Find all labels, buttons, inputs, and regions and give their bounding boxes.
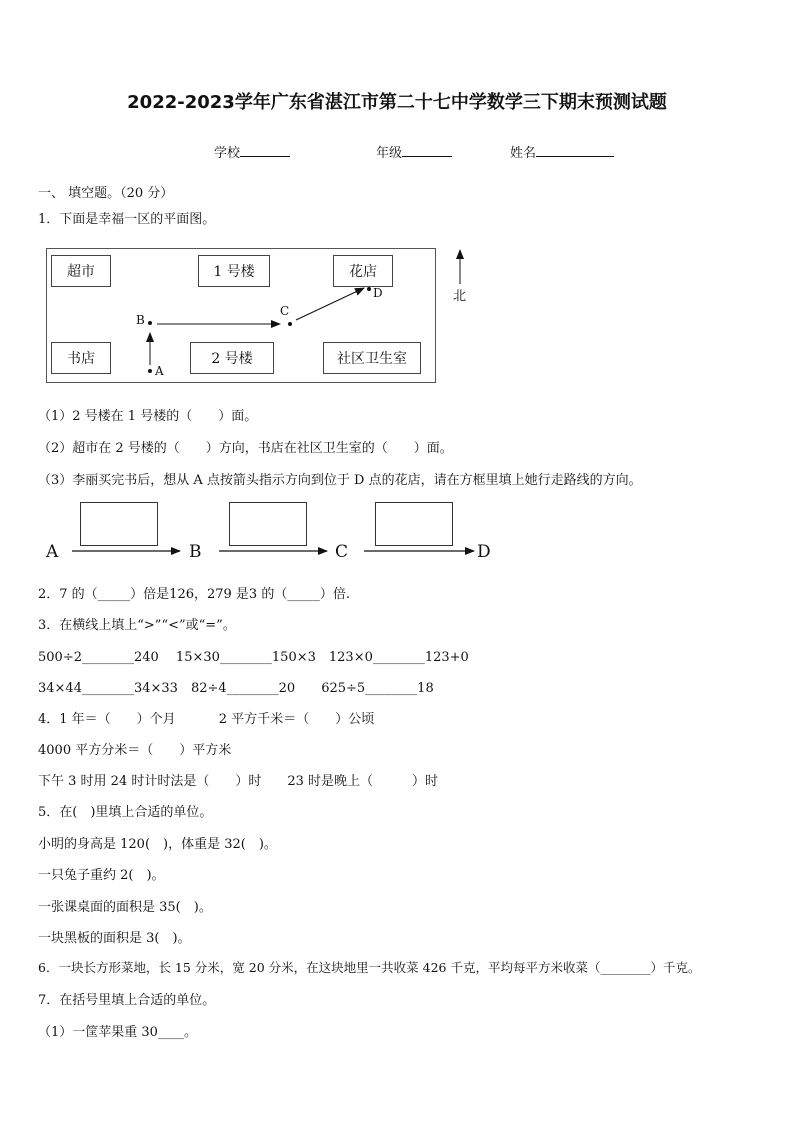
- direction-box-3[interactable]: [375, 502, 453, 546]
- point-a-label: A: [155, 364, 164, 378]
- q1-stem: 1．下面是幸福一区的平面图。: [38, 212, 216, 227]
- q7-sub1: （1）一筐苹果重 30____。: [38, 1025, 197, 1040]
- route-point-d: D: [477, 542, 491, 562]
- q5-line1: 小明的身高是 120( )，体重是 32( )。: [38, 837, 277, 852]
- route-point-b: B: [189, 542, 202, 562]
- direction-box-1[interactable]: [80, 502, 158, 546]
- direction-box-2[interactable]: [229, 502, 307, 546]
- q2: 2．7 的（_____）倍是126，279 是3 的（_____）倍.: [38, 587, 350, 602]
- q3-row1: 500÷2________240 15×30________150×3 123×0________123+0: [38, 650, 469, 665]
- place-bookstore: 书店: [51, 342, 111, 374]
- page-title: 2022-2023学年广东省湛江市第二十七中学数学三下期末预测试题: [127, 92, 667, 113]
- point-c-label: C: [280, 304, 290, 318]
- q5-stem: 5．在( )里填上合适的单位。: [38, 805, 213, 820]
- q1-sub3: （3）李丽买完书后，想从 A 点按箭头指示方向到位于 D 点的花店，请在方框里填上她行走路线的方向。: [38, 473, 642, 488]
- q3-row2: 34×44________34×33 82÷4________20 625÷5________18: [38, 681, 434, 696]
- place-building-2: 2 号楼: [190, 342, 274, 374]
- point-b-label: B: [136, 313, 145, 327]
- q6: 6．一块长方形菜地，长 15 分米，宽 20 分米，在这块地里一共收菜 426 千克，平均每平方米收菜（________）千克。: [38, 960, 701, 975]
- place-market: 超市: [51, 255, 111, 287]
- school-label: 学校: [214, 146, 241, 161]
- q3-stem: 3．在横线上填上“>”“<”或“=”。: [38, 618, 236, 633]
- q5-line3: 一张课桌面的面积是 35( )。: [38, 900, 212, 915]
- q4-line2: 4000 平方分米＝（ ）平方米: [38, 743, 232, 758]
- place-flower-shop: 花店: [333, 255, 393, 287]
- q7-stem: 7．在括号里填上合适的单位。: [38, 993, 216, 1008]
- route-point-c: C: [335, 542, 349, 562]
- route-point-a: A: [46, 542, 59, 562]
- q4-line1: 4．1 年＝（ ）个月 2 平方千米＝（ ）公顷: [38, 712, 375, 727]
- q5-line4: 一块黑板的面积是 3( )。: [38, 931, 191, 946]
- arrow-c-to-d: [296, 288, 364, 320]
- north-label: 北: [453, 289, 467, 304]
- section-heading: 一、 填空题。（20 分）: [38, 186, 174, 201]
- q1-sub1: （1）2 号楼在 1 号楼的（ ）面。: [38, 409, 258, 424]
- name-label: 姓名: [510, 146, 537, 161]
- place-building-1: 1 号楼: [198, 255, 270, 287]
- place-clinic: 社区卫生室: [323, 342, 421, 374]
- q5-line2: 一只兔子重约 2( )。: [38, 868, 165, 883]
- point-d-label: D: [373, 286, 383, 300]
- q4-line3: 下午 3 时用 24 时计时法是（ ）时 23 时是晚上（ ）时: [38, 774, 439, 789]
- q1-sub2: （2）超市在 2 号楼的（ ）方向，书店在社区卫生室的（ ）面。: [38, 441, 453, 456]
- grade-label: 年级: [376, 146, 403, 161]
